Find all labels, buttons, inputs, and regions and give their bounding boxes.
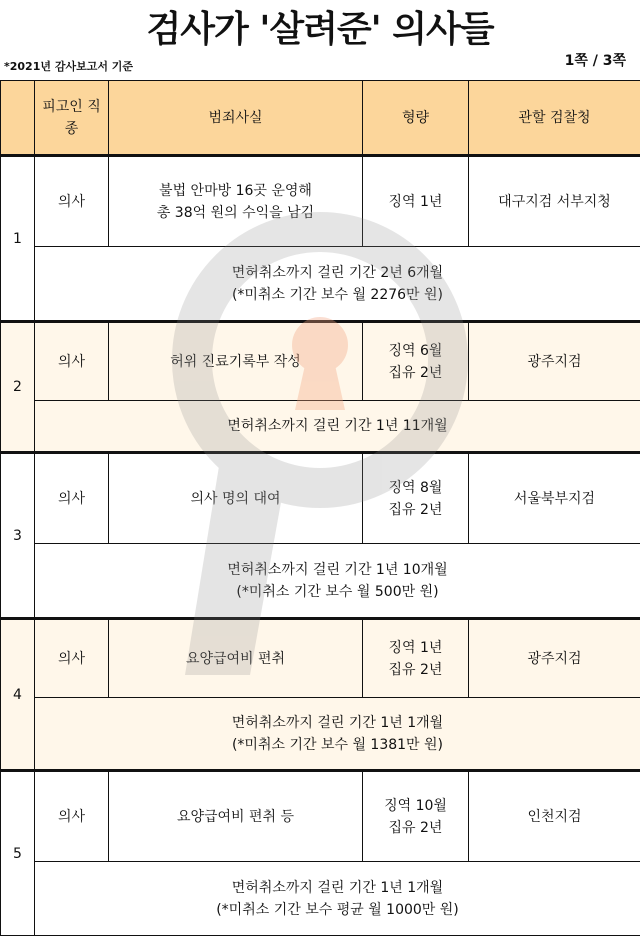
table-row-detail [1,247,640,322]
case-period-text: 면허취소까지 걸린 기간 2년 6개월 [39,262,636,284]
case-office: 대구지검 서부지청 [469,156,640,247]
case-sentence [363,453,469,544]
case-office: 인천지검 [469,771,640,862]
case-note: (*미취소 기간 보수 월 2276만 원) [39,284,636,306]
case-number: 1 [1,156,35,322]
case-period-text: 면허취소까지 걸린 기간 1년 1개월 [39,877,636,899]
case-crime-line: 요양급여비 편취 [113,648,358,670]
header-sentence: 형량 [363,81,469,156]
page-title: 검사가 '살려준' 의사들 [0,4,640,56]
case-sentence-line: 징역 1년 [367,637,464,659]
case-sentence [363,156,469,247]
page-indicator: 1쪽 / 3쪽 [565,50,626,70]
case-crime-line: 허위 진료기록부 작성 [113,351,358,373]
case-sentence-line: 집유 2년 [367,659,464,681]
table-row-detail [1,698,640,771]
case-sentence-line: 징역 1년 [367,191,464,213]
table-row [1,156,640,247]
table-row-detail [1,544,640,619]
header-job-line: 피고인 [42,99,83,115]
case-period [35,862,640,936]
case-sentence [363,771,469,862]
case-sentence-line: 징역 10월 [367,795,464,817]
table-row [1,453,640,544]
case-sentence-line: 징역 8월 [367,477,464,499]
case-period [35,401,640,453]
case-sentence-line: 집유 2년 [367,817,464,839]
header-office-line: 관할 [518,110,545,126]
table-row-detail [1,401,640,453]
case-period-text: 면허취소까지 걸린 기간 1년 1개월 [39,712,636,734]
header-job [35,81,109,156]
case-period-text: 면허취소까지 걸린 기간 1년 10개월 [39,559,636,581]
case-crime-line: 의사 명의 대여 [113,488,358,510]
case-job: 의사 [35,156,109,247]
case-period [35,247,640,322]
case-sentence [363,619,469,698]
table-row-detail [1,862,640,936]
case-number: 2 [1,322,35,453]
case-crime [109,322,363,401]
case-office: 서울북부지검 [469,453,640,544]
case-period [35,544,640,619]
header-crime: 범죄사실 [109,81,363,156]
case-job: 의사 [35,771,109,862]
case-period [35,698,640,771]
case-note: (*미취소 기간 보수 월 1381만 원) [39,734,636,756]
case-job: 의사 [35,322,109,401]
case-crime [109,771,363,862]
case-job: 의사 [35,453,109,544]
case-office: 광주지검 [469,619,640,698]
case-crime [109,156,363,247]
case-crime-line: 불법 안마방 16곳 운영해 [113,180,358,202]
header-job-line: 직종 [65,99,101,137]
table-row [1,619,640,698]
case-note: (*미취소 기간 보수 평균 월 1000만 원) [39,899,636,921]
header-office-line: 검찰청 [550,110,591,126]
table-row [1,771,640,862]
case-crime-line: 요양급여비 편취 등 [113,806,358,828]
source-note: *2021년 감사보고서 기준 [4,58,133,74]
case-sentence-line: 징역 6월 [367,340,464,362]
case-number: 4 [1,619,35,771]
case-job: 의사 [35,619,109,698]
case-sentence [363,322,469,401]
case-office: 광주지검 [469,322,640,401]
case-number: 5 [1,771,35,936]
case-sentence-line: 집유 2년 [367,362,464,384]
table-row [1,322,640,401]
case-crime-line: 총 38억 원의 수익을 남김 [113,202,358,224]
case-number: 3 [1,453,35,619]
case-crime [109,453,363,544]
header-number [1,81,35,156]
case-sentence-line: 집유 2년 [367,499,464,521]
cases-table [0,80,640,936]
case-crime [109,619,363,698]
case-note: (*미취소 기간 보수 월 500만 원) [39,581,636,603]
header-office [469,81,640,156]
case-period-text: 면허취소까지 걸린 기간 1년 11개월 [39,415,636,437]
table-header-row [1,81,640,156]
